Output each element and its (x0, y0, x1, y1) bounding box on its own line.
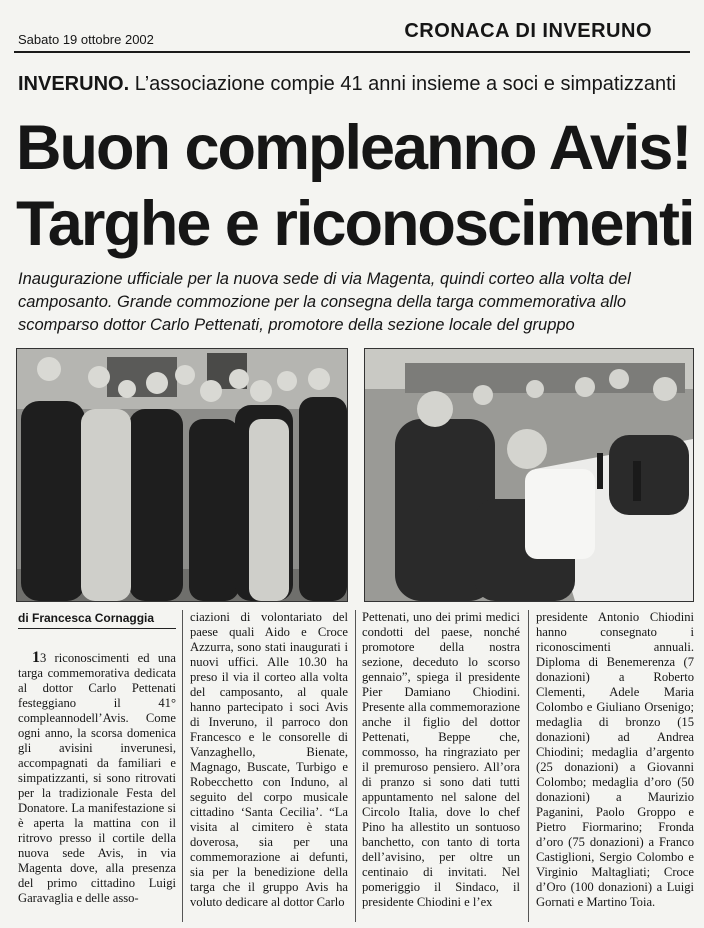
kicker (18, 73, 694, 96)
headline-line-1: Buon compleanno Avis! (16, 113, 691, 183)
column-1-text (18, 650, 176, 906)
drop-cap: 1 (32, 649, 40, 666)
headline (16, 110, 696, 262)
group-photo-image (17, 349, 347, 601)
subheadline: Inaugurazione ufficiale per la nuova sede di via Magenta, quindi corteo alla volta del camposanto. Grande commozione per la consegna della targa commemorativa allo scomparso dottor Carlo Pettenati, promotore della sezione locale del gruppo (18, 270, 631, 334)
kicker-place: INVERUNO. (18, 73, 130, 95)
column-divider (355, 610, 356, 922)
banquet-photo (364, 348, 694, 602)
column-3-text: Pettenati, uno dei primi medici condotti del paese, nonché promotore della nostra sezione, deceduto lo scorso gennaio”, spiega il presidente Pier Damiano Chiodini. Presente alla commemorazione anche il figlio del dottor Pettenati, Beppe che, commosso, ha ringraziato per il premuroso pensiero. All’ora di pranzo si sono dati tutti appuntamento nel salone del Circolo Italia, dove lo chef Pino ha allestito un sontuoso banchetto, con tanto di torta dell’avisino, per oltre un centinaio di invitati. Nel pomeriggio il Sindaco, il presidente Chiodini e l’ex (362, 610, 520, 909)
group-photo (16, 348, 348, 602)
header-divider (14, 51, 690, 53)
section-title: CRONACA DI INVERUNO (404, 20, 652, 42)
issue-date: Sabato 19 ottobre 2002 (18, 32, 154, 47)
column-2-text: ciazioni di volontariato del paese quali Aido e Croce Azzurra, sono stati inaugurati i nuovi uffici. Alle 10.30 ha preso il via il corteo alla volta del camposanto, al quale hanno partecipato i soci Avis di Inveruno, il parroco don Francesco e le consorelle di Vanzaghello, Bienate, Magnago, Buscate, Turbigo e Robecchetto con Induno, al seguito del corpo musicale cittadino ‘Santa Cecilia’. “La visita al cimitero è stata doverosa, sia per una commemorazione ai defunti, sia per la benedizione della targa che il gruppo Avis ha voluto dedicare al dottor Carlo (190, 610, 348, 909)
article-column-4 (536, 610, 694, 910)
article-column-1 (18, 650, 176, 906)
column-divider (182, 610, 183, 922)
banquet-photo-image (365, 349, 693, 601)
byline: di Francesca Cornaggia (18, 611, 155, 625)
headline-line-2: Targhe e riconoscimenti (16, 189, 694, 259)
article-column-2 (190, 610, 348, 910)
column-divider (528, 610, 529, 922)
kicker-text: L’associazione compie 41 anni insieme a soci e simpatizzanti (134, 73, 677, 95)
byline-divider (18, 628, 176, 629)
article-column-3 (362, 610, 520, 910)
column-4-text: presidente Antonio Chiodini hanno consegnato i riconoscimenti annuali. Diploma di Benemerenza (7 donazioni) a Roberto Clementi, Adele Maria Colombo e Giuliano Orsenigo; medaglia di bronzo (15 donazioni) ad Andrea Chiodini; medaglia d’argento (25 donazioni) a Giovanni Colombo; medaglia d’oro (50 donazioni) a Maurizio Paganini, Paolo Groppo e Pietro Fiormarino; Fronda d’oro (75 donazioni) a Franco Castiglioni, Sergio Colombo e Virginio Maltagliati; Croce d’Oro (100 donazioni) a Luigi Gornati e Martino Toia. (536, 610, 694, 909)
column-1-body: 3 riconoscimenti ed una targa commemorativa dedicata al dottor Carlo Pettenati festeggiano il 41° compleannodell’Avis. Come ogni anno, la scorsa domenica gli avisini inverunesi, accompagnati da familiari e simpatizzanti, si sono ritrovati per la tradizionale Festa del Donatore. La manifestazione si è aperta la mattina con il ritrovo presso il cortile della nuova sede Avis, in via Magenta dove, alla presenza del primo cittadino Luigi Garavaglia e delle asso- (18, 651, 176, 905)
